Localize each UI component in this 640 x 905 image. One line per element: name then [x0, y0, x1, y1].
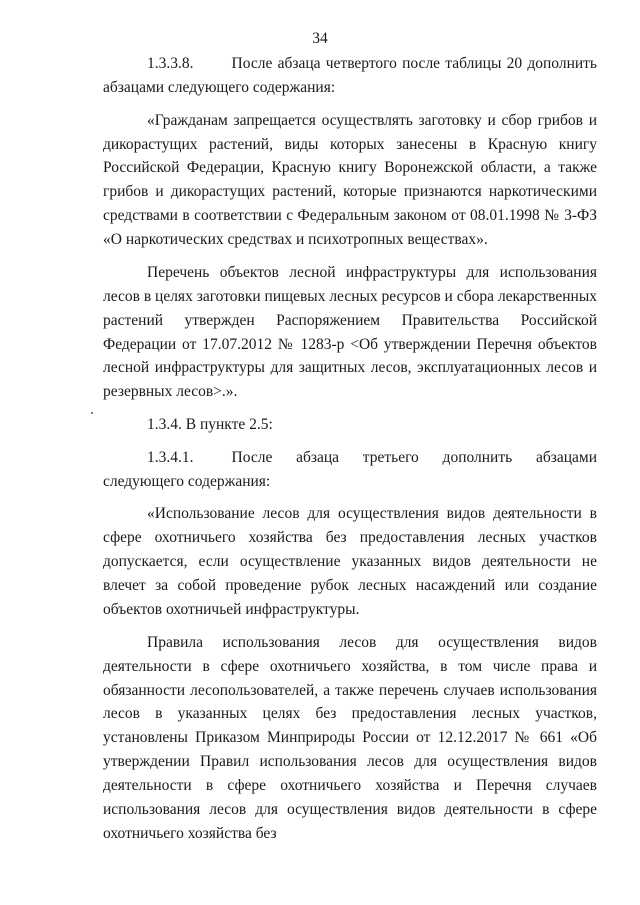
section-heading: 1.3.4. В пункте 2.5:: [147, 416, 273, 434]
paragraph: Правила использования лесов для осуществления видов деятельности в сфере охотничьего хозяйства, в том числе права и обязанности лесопользователей, а также перечень случаев использования лесов в указанных целях без предоставления лесных участков, установлены Приказом Минприроды России от 12.12.2017 № 661 «Об утверждении Правил использования лесов для осуществления видов деятельности в сфере охотничьего хозяйства и Перечня случаев использования лесов для осуществления видов деятельности в сфере охотничьего хозяйства без: [103, 633, 597, 842]
item-text: После абзаца четвертого после таблицы 20 дополнить абзацами следующего содержания:: [103, 55, 597, 96]
paragraph: Перечень объектов лесной инфраструктуры для использования лесов в целях заготовки пищевых лесных ресурсов и сбора лекарственных растений утвержден Распоряжением Правительства Российской Федерации от 17.07.2012 № 1283-р <Об утверждении Перечня объектов лесной инфраструктуры для защитных лесов, эксплуатационных лесов и резервных лесов>.».: [103, 263, 597, 401]
paragraph: «Гражданам запрещается осуществлять заготовку и сбор грибов и дикорастущих растений, виды которых занесены в Красную книгу Российской Федерации, Красную книгу Воронежской области, а также грибов и дикорастущих растений, которые признаются наркотическими средствами в соответствии с Федеральным законом от 08.01.1998 № 3-ФЗ «О наркотических средствах и психотропных веществах».: [103, 111, 597, 249]
paragraph: «Использование лесов для осуществления видов деятельности в сфере охотничьего хозяйства без предоставления лесных участков допускается, если осуществление указанных видов деятельности не влечет за собой проведение рубок лесных насаждений или создание объектов охотничьей инфраструктуры.: [103, 505, 597, 619]
page-number: 34: [312, 30, 328, 47]
document-body: [103, 52, 597, 846]
margin-mark: [91, 412, 93, 414]
amendment-item: [103, 52, 597, 100]
amendment-item: [103, 446, 597, 494]
item-number: 1.3.4.1.: [147, 448, 194, 466]
item-number: 1.3.3.8.: [147, 55, 194, 72]
item-text: После абзаца третьего дополнить абзацами следующего содержания:: [103, 448, 597, 490]
